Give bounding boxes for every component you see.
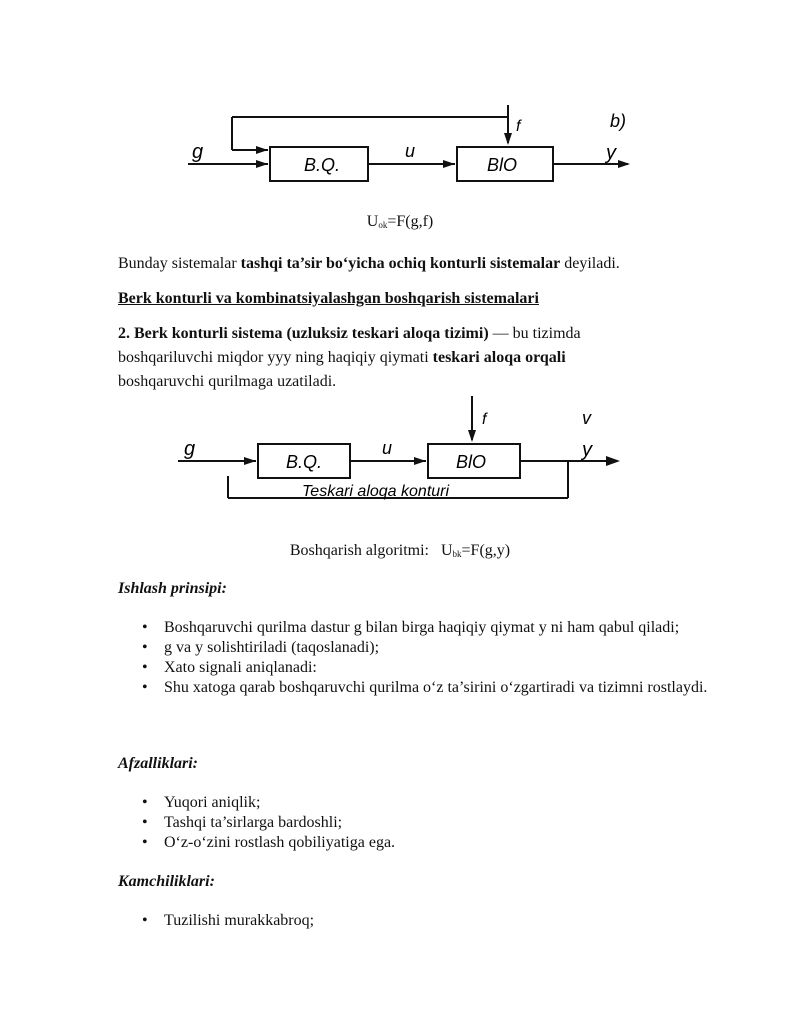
d1-control-label: u	[405, 141, 416, 161]
d1-output-label: y	[606, 142, 616, 164]
section-heading: Berk konturli va kombinatsiyalashgan boshqarish sistemalari	[118, 290, 539, 307]
para2-line3: boshqaruvchi qurilmaga uzatiladi.	[118, 373, 337, 390]
d1-input-label: g	[192, 141, 204, 163]
d2-feedback-label: Teskari aloqa konturi	[302, 483, 450, 500]
d2-control-label: u	[382, 438, 393, 458]
para2-line1	[118, 322, 718, 346]
list-item: • O‘z-o‘zini rostlash qobiliyatiga ega.	[118, 833, 718, 853]
ishlash-title: Ishlash prinsipi:	[118, 580, 227, 597]
d2-object-label: BlO	[456, 452, 487, 472]
para1-bold: tashqi ta’sir bo‘yicha ochiq konturli sistemalar	[240, 255, 561, 272]
d2-input-label: g	[184, 438, 196, 460]
para2-bold2: teskari aloqa orqali	[432, 349, 566, 366]
diagram-open-loop	[150, 95, 670, 195]
formula2-sub: bk	[452, 549, 462, 559]
para2-bold1: 2. Berk konturli sistema (uzluksiz teskari aloqa tizimi)	[118, 325, 489, 342]
formula2-rest: =F(g,y)	[461, 542, 511, 559]
paragraph-closed-loop	[118, 322, 718, 394]
para2-line2-pre: boshqariluvchi miqdor yyy ning haqiqiy qiymati	[118, 349, 433, 366]
diagram-closed-loop	[150, 392, 670, 507]
para2-text1: — bu tizimda	[488, 325, 581, 342]
afzal-list	[118, 793, 718, 853]
afzal-title: Afzalliklari:	[118, 755, 199, 772]
paragraph-open-loop	[118, 252, 718, 276]
formula-open-loop	[0, 210, 800, 237]
d2-disturbance-label: f	[482, 411, 487, 428]
d2-output-label: y	[582, 439, 592, 461]
formula2-lead: Boshqarish algoritmi: U	[289, 542, 453, 559]
kamchilik-list	[118, 911, 718, 931]
formula1-prefix: U	[366, 213, 379, 230]
list-item: • Tashqi ta’sirlarga bardoshli;	[118, 813, 718, 833]
d1-variant-label: b)	[610, 111, 627, 131]
para2-line2	[118, 346, 718, 370]
d2-variant-label: v	[582, 408, 591, 428]
d1-controller-label: B.Q.	[304, 155, 341, 175]
formula1-rest: =F(g,f)	[387, 213, 434, 230]
ishlash-list	[118, 618, 718, 698]
kamchilik-title: Kamchiliklari:	[118, 873, 215, 890]
d1-disturbance-label: f	[516, 118, 521, 135]
list-item: • g va y solishtiriladi (taqoslanadi);	[118, 638, 718, 658]
d2-controller-label: B.Q.	[286, 452, 323, 472]
list-item: • Tuzilishi murakkabroq;	[118, 911, 718, 931]
list-item: • Boshqaruvchi qurilma dastur g bilan birga haqiqiy qiymat y ni ham qabul qiladi;	[118, 618, 718, 638]
list-item: • Shu xatoga qarab boshqaruvchi qurilma o‘z ta’sirini o‘zgartiradi va tizimni rostlaydi.	[118, 678, 718, 698]
list-item: • Yuqori aniqlik;	[118, 793, 718, 813]
para1-pre: Bunday sistemalar	[118, 255, 241, 272]
d1-object-label: BlO	[487, 155, 518, 175]
list-item: • Xato signali aniqlanadi:	[118, 658, 718, 678]
formula-closed-loop	[0, 539, 800, 566]
para1-post: deyiladi.	[560, 255, 620, 272]
formula1-sub: ok	[378, 220, 388, 230]
